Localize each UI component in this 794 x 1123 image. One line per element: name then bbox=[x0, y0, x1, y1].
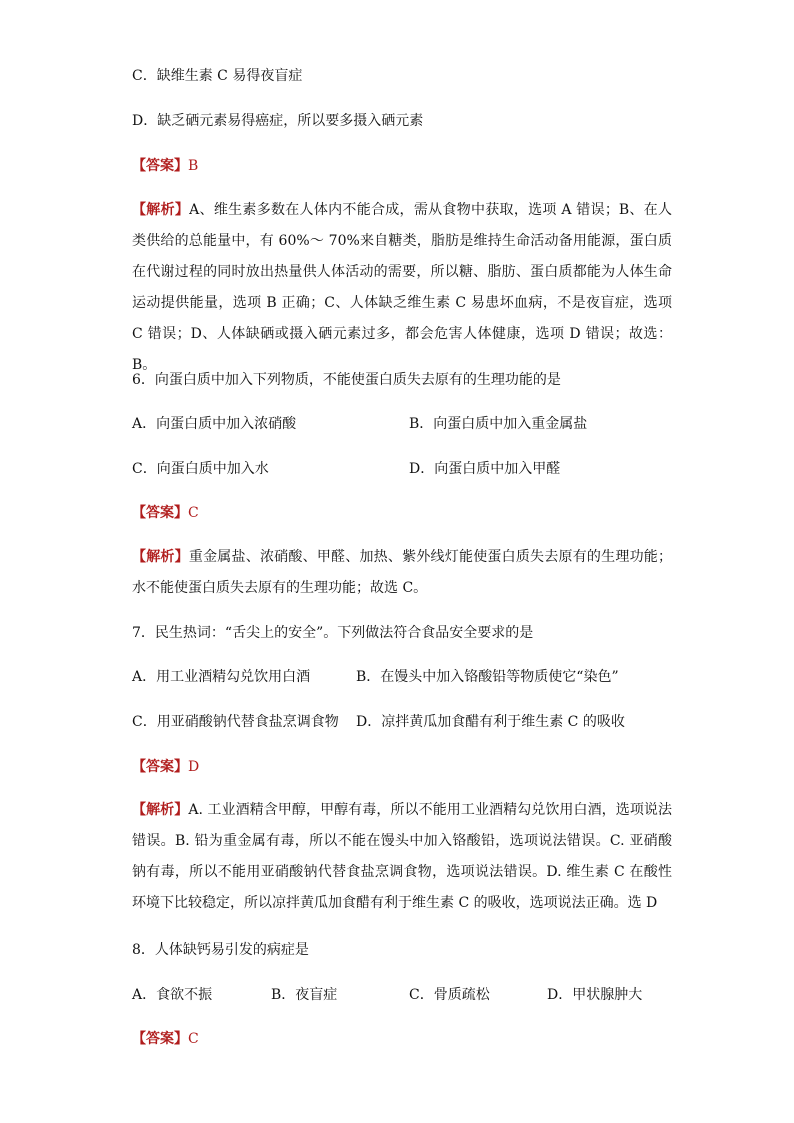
answer-value: C bbox=[188, 505, 199, 521]
q5-analysis bbox=[132, 195, 672, 381]
q7-analysis bbox=[132, 795, 672, 919]
q6-option-b: B．向蛋白质中加入重金属盐 bbox=[409, 416, 588, 432]
answer-tag: 【答案】 bbox=[132, 505, 188, 521]
q7-option-a: A．用工业酒精勾兑饮用白酒 bbox=[132, 669, 311, 685]
q8-option-c: C．骨质疏松 bbox=[409, 987, 490, 1003]
q6-answer bbox=[132, 503, 199, 523]
analysis-tag: 【解析】 bbox=[132, 202, 190, 218]
answer-tag: 【答案】 bbox=[132, 1031, 188, 1047]
q6-option-d: D．向蛋白质中加入甲醛 bbox=[409, 461, 561, 477]
answer-value: D bbox=[188, 759, 200, 775]
q6-option-c: C．向蛋白质中加入水 bbox=[132, 461, 269, 477]
q5-answer bbox=[132, 156, 198, 176]
answer-value: C bbox=[188, 1031, 199, 1047]
q5-option-c: C．缺维生素 C 易得夜盲症 bbox=[132, 68, 303, 84]
answer-tag: 【答案】 bbox=[132, 158, 188, 174]
q7-answer bbox=[132, 757, 199, 777]
q8-question: 8．人体缺钙易引发的病症是 bbox=[132, 942, 309, 958]
q7-option-b: B．在馒头中加入铬酸铅等物质使它“染色” bbox=[356, 669, 619, 685]
analysis-text: A. 工业酒精含甲醇，甲醇有毒，所以不能用工业酒精勾兑饮用白酒，选项说法错误。B. 铅为重金属有毒，所以不能在馒头中加入铬酸铅，选项说法错误。C. 亚硝酸钠有毒，所以不能用亚硝酸钠代替食盐烹调食物，选项说法错误。D. 维生素 C 在酸性环境下比较稳定，所以凉拌黄瓜加食醋有利于维生素 C 的吸收，选项说法正确。选 D bbox=[132, 802, 672, 911]
q8-option-b: B．夜盲症 bbox=[271, 987, 338, 1003]
q5-option-d: D．缺乏硒元素易得癌症，所以要多摄入硒元素 bbox=[132, 113, 424, 129]
q8-option-a: A．食欲不振 bbox=[132, 987, 213, 1003]
answer-tag: 【答案】 bbox=[132, 759, 188, 775]
answer-value: B bbox=[188, 158, 199, 174]
q7-question: 7．民生热词：“舌尖上的安全”。下列做法符合食品安全要求的是 bbox=[132, 625, 534, 641]
q6-question: 6．向蛋白质中加入下列物质，不能使蛋白质失去原有的生理功能的是 bbox=[132, 372, 561, 388]
analysis-tag: 【解析】 bbox=[132, 549, 189, 565]
q7-option-d: D．凉拌黄瓜加食醋有利于维生素 C 的吸收 bbox=[356, 714, 625, 730]
q6-option-a: A．向蛋白质中加入浓硝酸 bbox=[132, 416, 297, 432]
q8-answer bbox=[132, 1029, 199, 1049]
q6-analysis bbox=[132, 542, 672, 604]
analysis-text: A、维生素多数在人体内不能合成，需从食物中获取，选项 A 错误；B、在人类供给的总能量中，有 60%～ 70%来自糖类，脂肪是维持生命活动备用能源，蛋白质在代谢过程的同时放出热量供人体活动的需要，所以糖、脂肪、蛋白质都能为人体生命运动提供能量，选项 B 正确；C、人体缺乏维生素 C 易患坏血病，不是夜盲症，选项 C 错误；D、人体缺硒或摄入硒元素过多，都会危害人体健康，选项 D 错误；故选：B。 bbox=[132, 202, 672, 373]
analysis-tag: 【解析】 bbox=[132, 802, 189, 818]
q7-option-c: C．用亚硝酸钠代替食盐烹调食物 bbox=[132, 714, 339, 730]
analysis-text: 重金属盐、浓硝酸、甲醛、加热、紫外线灯能使蛋白质失去原有的生理功能；水不能使蛋白质失去原有的生理功能；故选 C。 bbox=[132, 549, 673, 596]
q8-option-d: D．甲状腺肿大 bbox=[547, 987, 643, 1003]
